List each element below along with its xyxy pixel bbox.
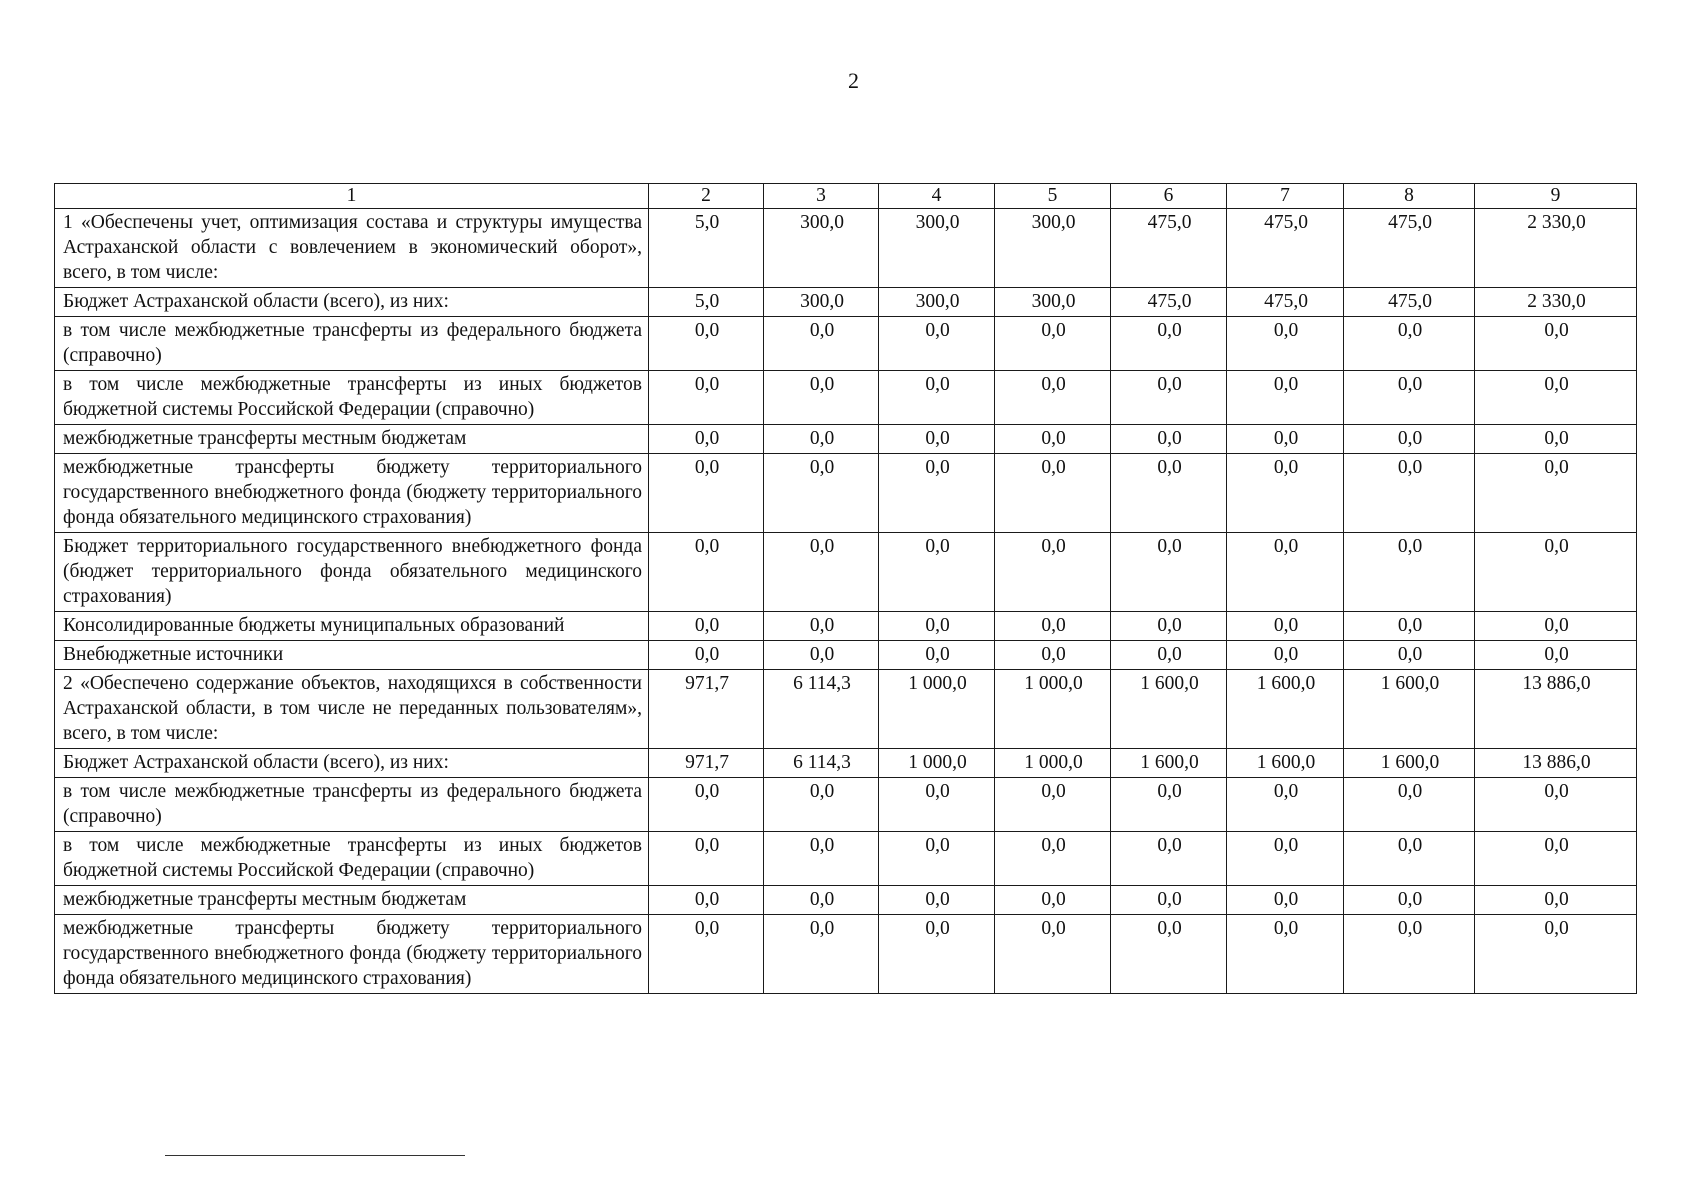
- value-cell: 0,0: [1111, 425, 1227, 454]
- value-cell: 0,0: [1227, 533, 1344, 612]
- value-cell: 971,7: [649, 670, 764, 749]
- budget-table: [54, 183, 1637, 994]
- row-label: в том числе межбюджетные трансферты из иных бюджетов бюджетной системы Российской Федерации (справочно): [55, 371, 649, 425]
- row-label: Бюджет Астраханской области (всего), из них:: [55, 749, 649, 778]
- table-row: [55, 533, 1637, 612]
- value-cell: 0,0: [995, 778, 1111, 832]
- value-cell: 0,0: [764, 886, 879, 915]
- value-cell: 0,0: [879, 778, 995, 832]
- value-cell: 0,0: [649, 612, 764, 641]
- value-cell: 300,0: [879, 288, 995, 317]
- column-header-9: 9: [1475, 184, 1637, 209]
- column-header-1: 1: [55, 184, 649, 209]
- value-cell: 0,0: [879, 915, 995, 994]
- table-row: [55, 886, 1637, 915]
- value-cell: 0,0: [649, 371, 764, 425]
- row-label: Бюджет территориального государственного внебюджетного фонда (бюджет территориального фонда обязательного медицинского страхования): [55, 533, 649, 612]
- value-cell: 0,0: [995, 832, 1111, 886]
- value-cell: 0,0: [1344, 454, 1475, 533]
- value-cell: 0,0: [1475, 641, 1637, 670]
- table-row: [55, 749, 1637, 778]
- value-cell: 1 600,0: [1111, 749, 1227, 778]
- table-row: [55, 778, 1637, 832]
- table-row: [55, 832, 1637, 886]
- value-cell: 300,0: [879, 209, 995, 288]
- table-row: [55, 612, 1637, 641]
- value-cell: 0,0: [995, 915, 1111, 994]
- value-cell: 0,0: [1111, 317, 1227, 371]
- value-cell: 475,0: [1344, 288, 1475, 317]
- value-cell: 1 600,0: [1344, 749, 1475, 778]
- value-cell: 300,0: [995, 288, 1111, 317]
- value-cell: 0,0: [995, 612, 1111, 641]
- value-cell: 0,0: [1227, 454, 1344, 533]
- value-cell: 0,0: [1475, 778, 1637, 832]
- value-cell: 475,0: [1111, 209, 1227, 288]
- table-row: [55, 915, 1637, 994]
- value-cell: 1 000,0: [879, 749, 995, 778]
- header-row: [55, 184, 1637, 209]
- value-cell: 0,0: [1344, 832, 1475, 886]
- value-cell: 6 114,3: [764, 749, 879, 778]
- value-cell: 0,0: [1344, 612, 1475, 641]
- value-cell: 0,0: [995, 886, 1111, 915]
- value-cell: 0,0: [1344, 886, 1475, 915]
- value-cell: 0,0: [1475, 425, 1637, 454]
- value-cell: 0,0: [764, 612, 879, 641]
- value-cell: 0,0: [764, 317, 879, 371]
- value-cell: 0,0: [1475, 612, 1637, 641]
- row-label: Консолидированные бюджеты муниципальных образований: [55, 612, 649, 641]
- value-cell: 0,0: [1475, 832, 1637, 886]
- value-cell: 0,0: [1111, 371, 1227, 425]
- row-label: межбюджетные трансферты бюджету территориального государственного внебюджетного фонда (бюджету территориального фонда обязательного медицинского страхования): [55, 915, 649, 994]
- row-label: Внебюджетные источники: [55, 641, 649, 670]
- value-cell: 300,0: [764, 209, 879, 288]
- value-cell: 0,0: [764, 371, 879, 425]
- value-cell: 0,0: [1475, 371, 1637, 425]
- row-label: межбюджетные трансферты бюджету территориального государственного внебюджетного фонда (бюджету территориального фонда обязательного медицинского страхования): [55, 454, 649, 533]
- value-cell: 0,0: [764, 533, 879, 612]
- table-row: [55, 454, 1637, 533]
- row-label: 2 «Обеспечено содержание объектов, находящихся в собственности Астраханской области, в том числе не переданных пользователям», всего, в том числе:: [55, 670, 649, 749]
- value-cell: 0,0: [649, 915, 764, 994]
- value-cell: 0,0: [1344, 533, 1475, 612]
- value-cell: 0,0: [1111, 915, 1227, 994]
- value-cell: 0,0: [879, 886, 995, 915]
- value-cell: 0,0: [649, 641, 764, 670]
- value-cell: 0,0: [1475, 317, 1637, 371]
- value-cell: 0,0: [1475, 454, 1637, 533]
- value-cell: 0,0: [1227, 886, 1344, 915]
- value-cell: 0,0: [1344, 425, 1475, 454]
- value-cell: 5,0: [649, 288, 764, 317]
- column-header-4: 4: [879, 184, 995, 209]
- value-cell: 0,0: [649, 317, 764, 371]
- row-label: в том числе межбюджетные трансферты из федерального бюджета (справочно): [55, 778, 649, 832]
- column-header-6: 6: [1111, 184, 1227, 209]
- value-cell: 971,7: [649, 749, 764, 778]
- value-cell: 475,0: [1227, 209, 1344, 288]
- value-cell: 0,0: [1475, 533, 1637, 612]
- value-cell: 0,0: [764, 641, 879, 670]
- value-cell: 0,0: [1475, 886, 1637, 915]
- value-cell: 1 600,0: [1227, 670, 1344, 749]
- table-row: [55, 371, 1637, 425]
- value-cell: 1 000,0: [879, 670, 995, 749]
- value-cell: 1 600,0: [1227, 749, 1344, 778]
- value-cell: 300,0: [764, 288, 879, 317]
- value-cell: 0,0: [1111, 641, 1227, 670]
- value-cell: 0,0: [1111, 886, 1227, 915]
- table-row: [55, 317, 1637, 371]
- page-number: 2: [848, 68, 859, 93]
- value-cell: 475,0: [1344, 209, 1475, 288]
- value-cell: 1 600,0: [1111, 670, 1227, 749]
- value-cell: 0,0: [879, 454, 995, 533]
- value-cell: 475,0: [1111, 288, 1227, 317]
- table-row: [55, 209, 1637, 288]
- table-row: [55, 641, 1637, 670]
- value-cell: 0,0: [649, 533, 764, 612]
- column-header-7: 7: [1227, 184, 1344, 209]
- value-cell: 0,0: [879, 612, 995, 641]
- value-cell: 0,0: [649, 832, 764, 886]
- value-cell: 0,0: [879, 317, 995, 371]
- value-cell: 0,0: [1111, 778, 1227, 832]
- value-cell: 0,0: [1344, 317, 1475, 371]
- value-cell: 0,0: [995, 533, 1111, 612]
- value-cell: 0,0: [995, 371, 1111, 425]
- value-cell: 0,0: [995, 454, 1111, 533]
- value-cell: 0,0: [1227, 832, 1344, 886]
- value-cell: 0,0: [995, 317, 1111, 371]
- value-cell: 0,0: [1111, 533, 1227, 612]
- column-header-3: 3: [764, 184, 879, 209]
- column-header-5: 5: [995, 184, 1111, 209]
- value-cell: 0,0: [764, 778, 879, 832]
- value-cell: 0,0: [1344, 371, 1475, 425]
- row-label: в том числе межбюджетные трансферты из федерального бюджета (справочно): [55, 317, 649, 371]
- value-cell: 1 000,0: [995, 749, 1111, 778]
- value-cell: 0,0: [995, 641, 1111, 670]
- value-cell: 0,0: [764, 454, 879, 533]
- value-cell: 0,0: [649, 886, 764, 915]
- value-cell: 0,0: [1475, 915, 1637, 994]
- footnote-rule: [165, 1155, 465, 1156]
- value-cell: 0,0: [1227, 371, 1344, 425]
- row-label: в том числе межбюджетные трансферты из иных бюджетов бюджетной системы Российской Федерации (справочно): [55, 832, 649, 886]
- value-cell: 0,0: [879, 533, 995, 612]
- value-cell: 0,0: [1344, 915, 1475, 994]
- value-cell: 0,0: [879, 832, 995, 886]
- value-cell: 13 886,0: [1475, 749, 1637, 778]
- table-body: [55, 209, 1637, 994]
- value-cell: 0,0: [1111, 454, 1227, 533]
- row-label: межбюджетные трансферты местным бюджетам: [55, 425, 649, 454]
- value-cell: 0,0: [879, 425, 995, 454]
- column-header-8: 8: [1344, 184, 1475, 209]
- value-cell: 0,0: [995, 425, 1111, 454]
- value-cell: 1 600,0: [1344, 670, 1475, 749]
- value-cell: 0,0: [879, 371, 995, 425]
- value-cell: 13 886,0: [1475, 670, 1637, 749]
- table-row: [55, 288, 1637, 317]
- value-cell: 0,0: [649, 454, 764, 533]
- value-cell: 475,0: [1227, 288, 1344, 317]
- value-cell: 2 330,0: [1475, 288, 1637, 317]
- value-cell: 0,0: [1227, 425, 1344, 454]
- table-row: [55, 425, 1637, 454]
- value-cell: 1 000,0: [995, 670, 1111, 749]
- value-cell: 0,0: [1111, 832, 1227, 886]
- value-cell: 0,0: [1227, 915, 1344, 994]
- column-header-2: 2: [649, 184, 764, 209]
- value-cell: 0,0: [1227, 778, 1344, 832]
- value-cell: 0,0: [649, 425, 764, 454]
- row-label: Бюджет Астраханской области (всего), из них:: [55, 288, 649, 317]
- value-cell: 6 114,3: [764, 670, 879, 749]
- row-label: межбюджетные трансферты местным бюджетам: [55, 886, 649, 915]
- value-cell: 5,0: [649, 209, 764, 288]
- row-label: 1 «Обеспечены учет, оптимизация состава и структуры имущества Астраханской области с вовлечением в экономический оборот», всего, в том числе:: [55, 209, 649, 288]
- value-cell: 300,0: [995, 209, 1111, 288]
- value-cell: 0,0: [879, 641, 995, 670]
- value-cell: 0,0: [1111, 612, 1227, 641]
- value-cell: 0,0: [1344, 641, 1475, 670]
- value-cell: 0,0: [1344, 778, 1475, 832]
- value-cell: 0,0: [764, 915, 879, 994]
- table-row: [55, 670, 1637, 749]
- value-cell: 0,0: [1227, 612, 1344, 641]
- value-cell: 0,0: [649, 778, 764, 832]
- value-cell: 0,0: [764, 425, 879, 454]
- value-cell: 0,0: [1227, 641, 1344, 670]
- value-cell: 0,0: [1227, 317, 1344, 371]
- value-cell: 0,0: [764, 832, 879, 886]
- value-cell: 2 330,0: [1475, 209, 1637, 288]
